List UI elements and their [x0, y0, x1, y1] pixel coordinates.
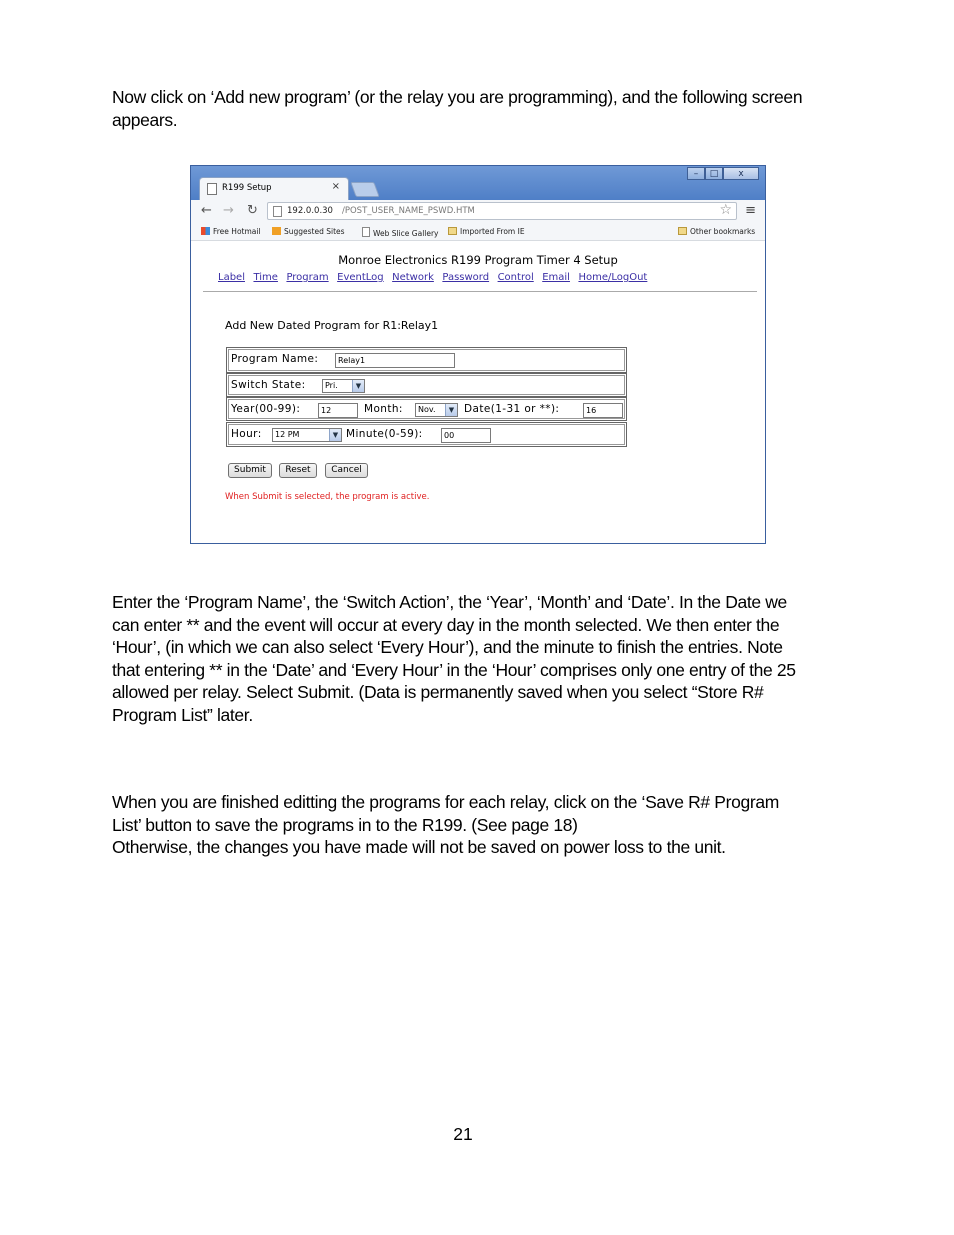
bookmark-label: Suggested Sites: [284, 227, 345, 236]
bookmark-label: Web Slice Gallery: [373, 229, 439, 238]
close-tab-icon[interactable]: ×: [331, 181, 340, 192]
text-line: that entering ** in the ‘Date’ and ‘Every Hour’ in the ‘Hour’ comprises only one entry of the 25: [112, 659, 796, 680]
year-input[interactable]: 12: [318, 403, 358, 418]
nav-link-email[interactable]: Email: [542, 272, 570, 283]
month-select[interactable]: [415, 403, 458, 417]
chevron-down-icon: ▼: [352, 380, 364, 392]
browser-screenshot: [190, 165, 766, 544]
submit-button[interactable]: Submit: [228, 463, 272, 478]
nav-link-time[interactable]: Time: [253, 272, 278, 283]
page-heading: Monroe Electronics R199 Program Timer 4 Setup: [338, 253, 618, 267]
reset-button[interactable]: Reset: [279, 463, 317, 478]
browser-toolbar: [191, 200, 765, 224]
year-label: Year(00-99):: [231, 403, 301, 415]
date-label: Date(1-31 or **):: [464, 403, 560, 415]
nav-link-eventlog[interactable]: EventLog: [337, 272, 384, 283]
month-value: Nov.: [418, 405, 436, 414]
browser-titlebar: [191, 166, 765, 200]
url-host: 192.0.0.30: [287, 206, 333, 216]
nav-link-program[interactable]: Program: [286, 272, 329, 283]
document-icon: [207, 183, 217, 195]
bookmark-label: Free Hotmail: [213, 227, 261, 236]
hour-label: Hour:: [231, 428, 262, 440]
nav-link-home-logout[interactable]: Home/LogOut: [578, 272, 648, 283]
text-line: appears.: [112, 109, 178, 130]
month-label: Month:: [364, 403, 403, 415]
bookmark-other-bookmarks[interactable]: [678, 227, 755, 236]
switch-state-value: Pri.: [325, 381, 338, 390]
browser-tab[interactable]: [199, 177, 349, 200]
menu-icon[interactable]: ≡: [745, 203, 756, 218]
form-title: Add New Dated Program for R1:Relay1: [225, 319, 439, 332]
tab-title: R199 Setup: [222, 183, 272, 193]
date-input[interactable]: 16: [583, 403, 623, 418]
switch-state-label: Switch State:: [231, 379, 306, 391]
text-line: Now click on ‘Add new program’ (or the relay you are programming), and the following screen: [112, 87, 803, 107]
cancel-button[interactable]: Cancel: [325, 463, 368, 478]
hour-select[interactable]: [272, 428, 342, 442]
url-path: /POST_USER_NAME_PSWD.HTM: [342, 206, 475, 216]
suggested-sites-icon: [272, 227, 281, 235]
minute-input[interactable]: 00: [441, 428, 491, 443]
nav-link-control[interactable]: Control: [497, 272, 534, 283]
intro-paragraph: [112, 86, 872, 131]
chevron-down-icon: ▼: [445, 404, 457, 416]
bookmarks-bar: [191, 224, 765, 241]
bookmark-free-hotmail[interactable]: [201, 227, 261, 236]
text-line: When you are finished editting the programs for each relay, click on the ‘Save R# Program: [112, 792, 779, 812]
minute-label: Minute(0-59):: [346, 428, 423, 440]
nav-link-label[interactable]: Label: [218, 272, 245, 283]
bookmark-label: Imported From IE: [460, 227, 525, 236]
text-line: allowed per relay. Select Submit. (Data is permanently saved when you select “Store R#: [112, 682, 764, 703]
text-line: Enter the ‘Program Name’, the ‘Switch Action’, the ‘Year’, ‘Month’ and ‘Date’. In the Date we: [112, 592, 787, 612]
nav-links: [218, 272, 652, 283]
page-icon: [273, 206, 282, 217]
divider: [203, 291, 757, 292]
chevron-down-icon: ▼: [329, 429, 341, 441]
bookmark-star-icon[interactable]: ☆: [719, 202, 732, 218]
program-name-row: [226, 347, 627, 373]
forward-arrow-icon[interactable]: →: [223, 203, 234, 218]
text-line: Otherwise, the changes you have made will not be saved on power loss to the unit.: [112, 837, 726, 858]
folder-icon: [448, 227, 457, 235]
program-name-input[interactable]: Relay1: [335, 353, 455, 368]
program-name-label: Program Name:: [231, 353, 319, 365]
switch-state-row: [226, 373, 627, 397]
close-window-button[interactable]: x: [723, 167, 759, 180]
page-number: 21: [453, 1124, 473, 1144]
window-controls: [687, 167, 759, 180]
bookmark-web-slice-gallery[interactable]: [362, 227, 439, 238]
minimize-button[interactable]: –: [687, 167, 705, 180]
document-icon: [362, 227, 370, 237]
switch-state-select[interactable]: [322, 379, 365, 393]
back-arrow-icon[interactable]: ←: [201, 203, 212, 218]
text-line: List’ button to save the programs in to the R199. (See page 18): [112, 814, 578, 835]
save-paragraph: [112, 791, 872, 859]
maximize-button[interactable]: □: [705, 167, 723, 180]
reload-icon[interactable]: ↻: [247, 203, 258, 218]
nav-link-network[interactable]: Network: [392, 272, 434, 283]
folder-icon: [678, 227, 687, 235]
text-line: can enter ** and the event will occur at every day in the month selected. We then enter the: [112, 614, 780, 635]
instructions-paragraph: [112, 591, 872, 727]
bookmark-suggested-sites[interactable]: [272, 227, 345, 236]
nav-link-password[interactable]: Password: [442, 272, 490, 283]
address-bar[interactable]: [267, 202, 737, 220]
text-line: ‘Hour’, (in which we can also select ‘Every Hour’), and the minute to finish the entries. Note: [112, 637, 783, 658]
active-note: When Submit is selected, the program is active.: [225, 492, 430, 502]
text-line: Program List” later.: [112, 704, 253, 725]
date-row: [226, 397, 627, 421]
hour-value: 12 PM: [275, 430, 300, 439]
bookmark-imported-from-ie[interactable]: [448, 227, 525, 236]
new-tab-button[interactable]: [350, 182, 379, 197]
time-row: [226, 422, 627, 447]
windows-logo-icon: [201, 227, 210, 235]
bookmark-label: Other bookmarks: [690, 227, 756, 236]
